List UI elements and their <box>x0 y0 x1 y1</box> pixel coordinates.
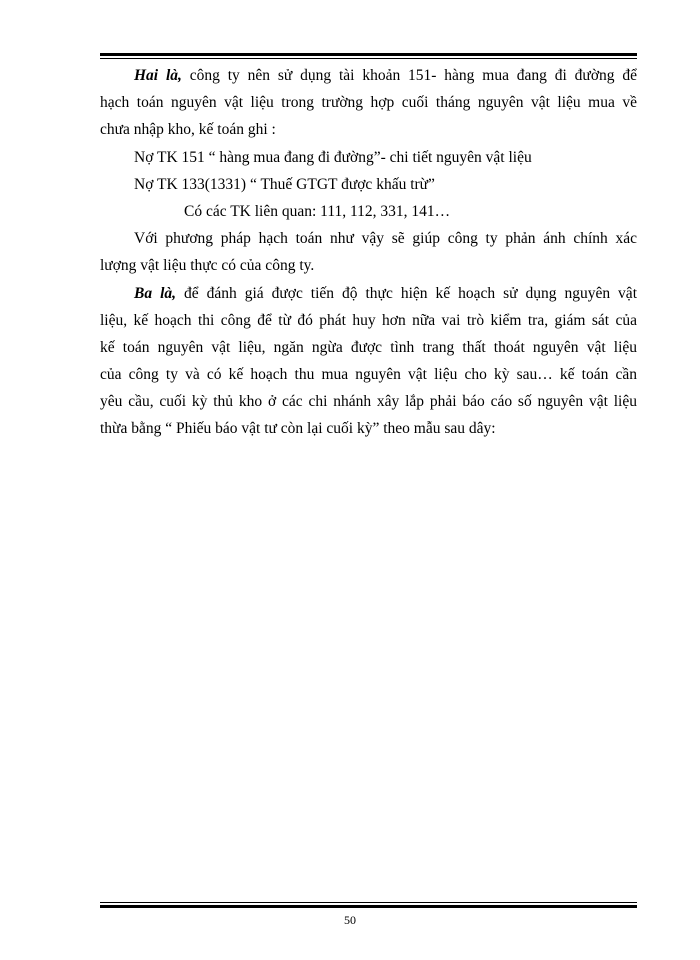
journal-entry-debit-151: Nợ TK 151 “ hàng mua đang đi đường”- chi tiết nguyên vật liệu <box>134 148 532 166</box>
paragraph-hai-la-line-2: hạch toán nguyên vật liệu trong trường hợp cuối tháng nguyên vật liệu mua về <box>100 94 637 112</box>
footer-rule-thin-line <box>100 902 637 903</box>
paragraph-ba-la-line-3: kế toán nguyên vật liệu, ngăn ngừa được tình trang thất thoát nguyên vật liệu <box>100 338 637 356</box>
footer-rule <box>100 902 637 908</box>
paragraph-ba-la-line-1 <box>100 280 637 307</box>
paragraph-method-line-1: Với phương pháp hạch toán như vậy sẽ giúp công ty phản ánh chính xác <box>134 230 637 248</box>
paragraph-text: để đánh giá được tiến độ thực hiện kế hoạch sử dụng nguyên vật <box>183 284 637 302</box>
journal-entry-credit: Có các TK liên quan: 111, 112, 331, 141… <box>184 202 451 220</box>
paragraph-method-line-2: lượng vật liệu thực có của công ty. <box>100 257 315 275</box>
paragraph-ba-la-line-2: liệu, kế hoạch thi công để từ đó phát huy hơn nữa vai trò kiểm tra, giám sát của <box>100 311 637 329</box>
page-number: 50 <box>344 913 356 927</box>
header-rule-thick-line <box>100 53 637 56</box>
paragraph-text: công ty nên sử dụng tài khoản 151- hàng mua đang đi đường để <box>189 67 638 84</box>
header-rule <box>100 53 637 59</box>
footer-rule-thick-line <box>100 905 637 908</box>
paragraph-hai-la-line-1 <box>100 62 637 89</box>
page-body <box>100 62 637 443</box>
paragraph-ba-la-line-4: của công ty và có kế hoạch thu mua nguyên vật liệu cho kỳ sau… kế toán cần <box>100 366 637 384</box>
paragraph-hai-la-line-3: chưa nhập kho, kế toán ghi : <box>100 121 276 139</box>
paragraph-lead-hai-la: Hai là, <box>134 67 182 84</box>
paragraph-ba-la-line-5: yêu cầu, cuối kỳ thủ kho ở các chi nhánh xây lắp phải báo cáo số nguyên vật liệu <box>100 393 637 411</box>
header-rule-thin-line <box>100 58 637 59</box>
paragraph-ba-la-line-6: thừa bằng “ Phiếu báo vật tư còn lại cuối kỳ” theo mẫu sau dây: <box>100 420 496 438</box>
paragraph-lead-ba-la: Ba là, <box>134 284 176 302</box>
journal-entry-debit-133: Nợ TK 133(1331) “ Thuế GTGT được khấu trừ” <box>134 175 435 193</box>
